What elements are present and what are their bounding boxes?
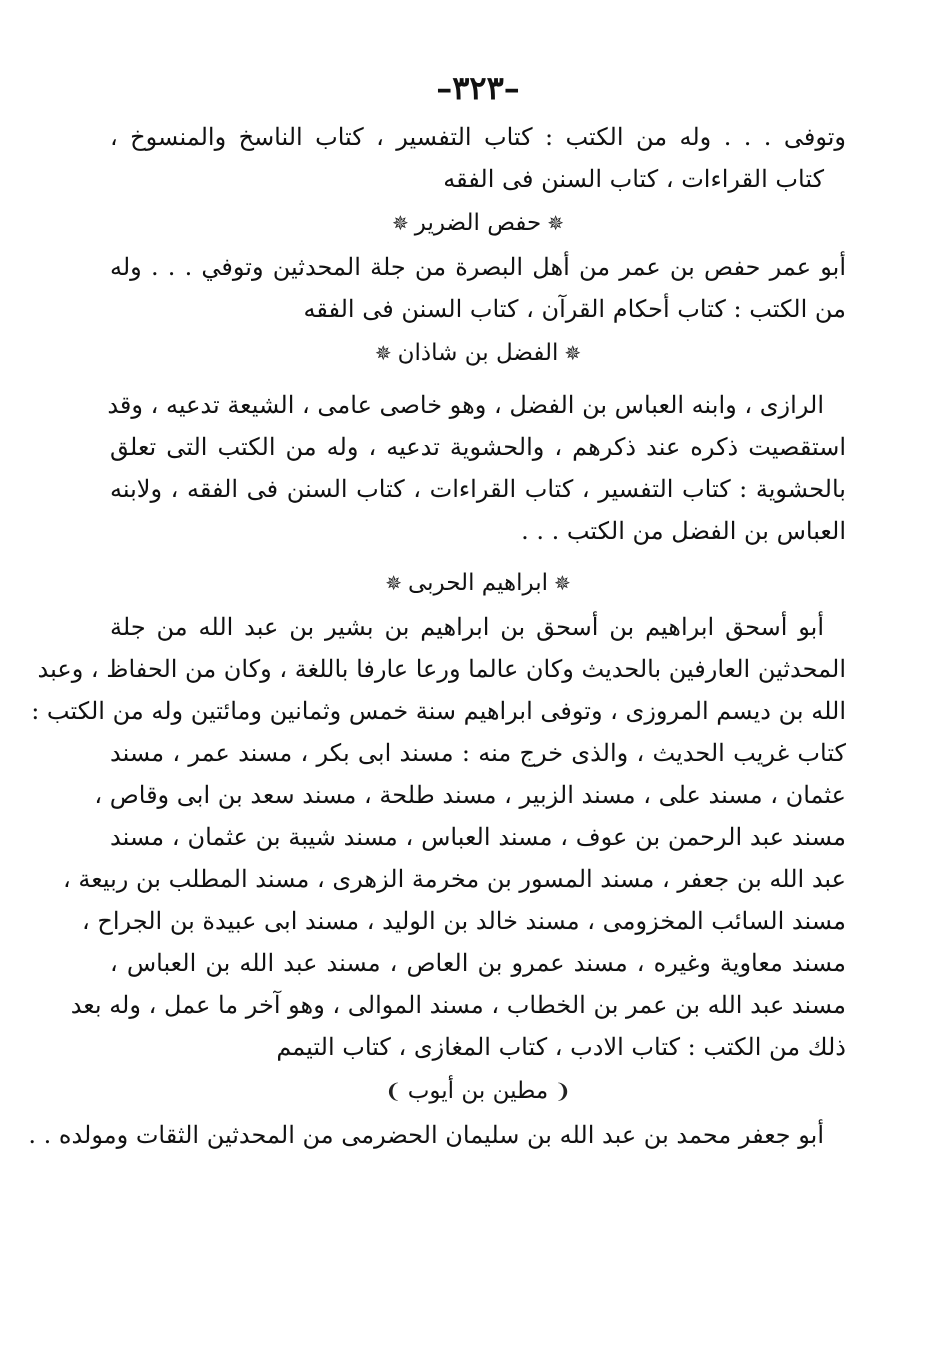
paren-left-icon: ❩ (384, 1079, 402, 1103)
spacer (110, 552, 846, 560)
entry-hafs (110, 246, 846, 330)
entry-mutayyan (28, 1114, 846, 1156)
body-line: الرازى ، وابنه العباس بن الفضل ، وهو خاصى عامى ، الشيعة تدعيه ، وقد (107, 391, 824, 419)
body-line: أبو أسحق ابراهيم بن أسحق بن ابراهيم بن بشير بن عبد الله من جلة (110, 613, 824, 641)
entry-harbi (31, 606, 846, 1068)
body-line: مسند السائب المخزومى ، مسند خالد بن الوليد ، مسند ابى عبيدة بن الجراح ، (81, 907, 846, 935)
entry-heading-hafs (110, 200, 846, 246)
paren-right-icon: ❨ (554, 1079, 572, 1103)
body-line: من الكتب : كتاب أحكام القرآن ، كتاب السنن فى الفقه (303, 295, 846, 323)
page-number: –٣٢٣– (436, 69, 520, 107)
ornament-icon: ✵ (564, 341, 582, 365)
body-line: وتوفى . . . وله من الكتب : كتاب التفسير ، كتاب الناسخ والمنسوخ ، (110, 123, 846, 151)
body-line: استقصيت ذكره عند ذكرهم ، والحشوية تدعيه ، وله من الكتب التى تعلق (110, 433, 846, 461)
body-line: أبو عمر حفص بن عمر من أهل البصرة من جلة المحدثين وتوفي . . . وله (110, 253, 846, 281)
body-line: بالحشوية : كتاب التفسير ، كتاب القراءات ، كتاب السنن فى الفقه ، ولابنه (110, 475, 846, 503)
heading-text: ابراهيم الحربى (407, 570, 549, 596)
entry-heading-mutayyan (110, 1068, 846, 1114)
entry-heading-fadl (110, 330, 846, 376)
body-line: مسند عبد الرحمن بن عوف ، مسند العباس ، مسند شيبة بن عثمان ، مسند (110, 823, 846, 851)
entry-intro (110, 116, 846, 200)
heading-text: الفضل بن شاذان (397, 340, 559, 366)
body-line: المحدثين العارفين بالحديث وكان عالما ورعا عارفا باللغة ، وكان من الحفاظ ، وعبد (37, 655, 846, 683)
entry-fadl (107, 384, 846, 552)
heading-text: حفص الضرير (414, 210, 542, 236)
ornament-icon: ✵ (392, 211, 409, 235)
ornament-icon: ✵ (554, 571, 571, 595)
body-line: ذلك من الكتب : كتاب الادب ، كتاب المغازى ، كتاب التيمم (276, 1033, 846, 1061)
body-line: مسند عبد الله بن عمر بن الخطاب ، مسند الموالى ، وهو آخر ما عمل ، وله بعد (70, 991, 846, 1019)
body-line: أبو جعفر محمد بن عبد الله بن سليمان الحضرمى من المحدثين الثقات ومولده . . (28, 1121, 824, 1149)
body-line: كتاب القراءات ، كتاب السنن فى الفقه (443, 165, 824, 193)
body-line: عبد الله بن جعفر ، مسند المسور بن مخرمة الزهرى ، مسند المطلب بن ربيعة ، (63, 865, 846, 893)
body-line: الله بن ديسم المروزى ، وتوفى ابراهيم سنة خمس وثمانين ومائتين وله من الكتب : (31, 697, 846, 725)
body-line: كتاب غريب الحديث ، والذى خرج منه : مسند ابى بكر ، مسند عمر ، مسند (110, 739, 846, 767)
body-line: عثمان ، مسند على ، مسند الزبير ، مسند طلحة ، مسند سعد بن ابى وقاص ، (94, 781, 846, 809)
entry-heading-harbi (110, 560, 846, 606)
body-line: مسند معاوية وغيره ، مسند عمرو بن العاص ، مسند عبد الله بن العباس ، (110, 949, 846, 977)
ornament-icon: ✵ (374, 341, 392, 365)
ornament-icon: ✵ (385, 571, 402, 595)
heading-text: مطين بن أيوب (407, 1078, 549, 1104)
spacer (110, 376, 846, 384)
ornament-icon: ✵ (547, 211, 564, 235)
body-line: العباس بن الفضل من الكتب . . . (521, 517, 846, 545)
